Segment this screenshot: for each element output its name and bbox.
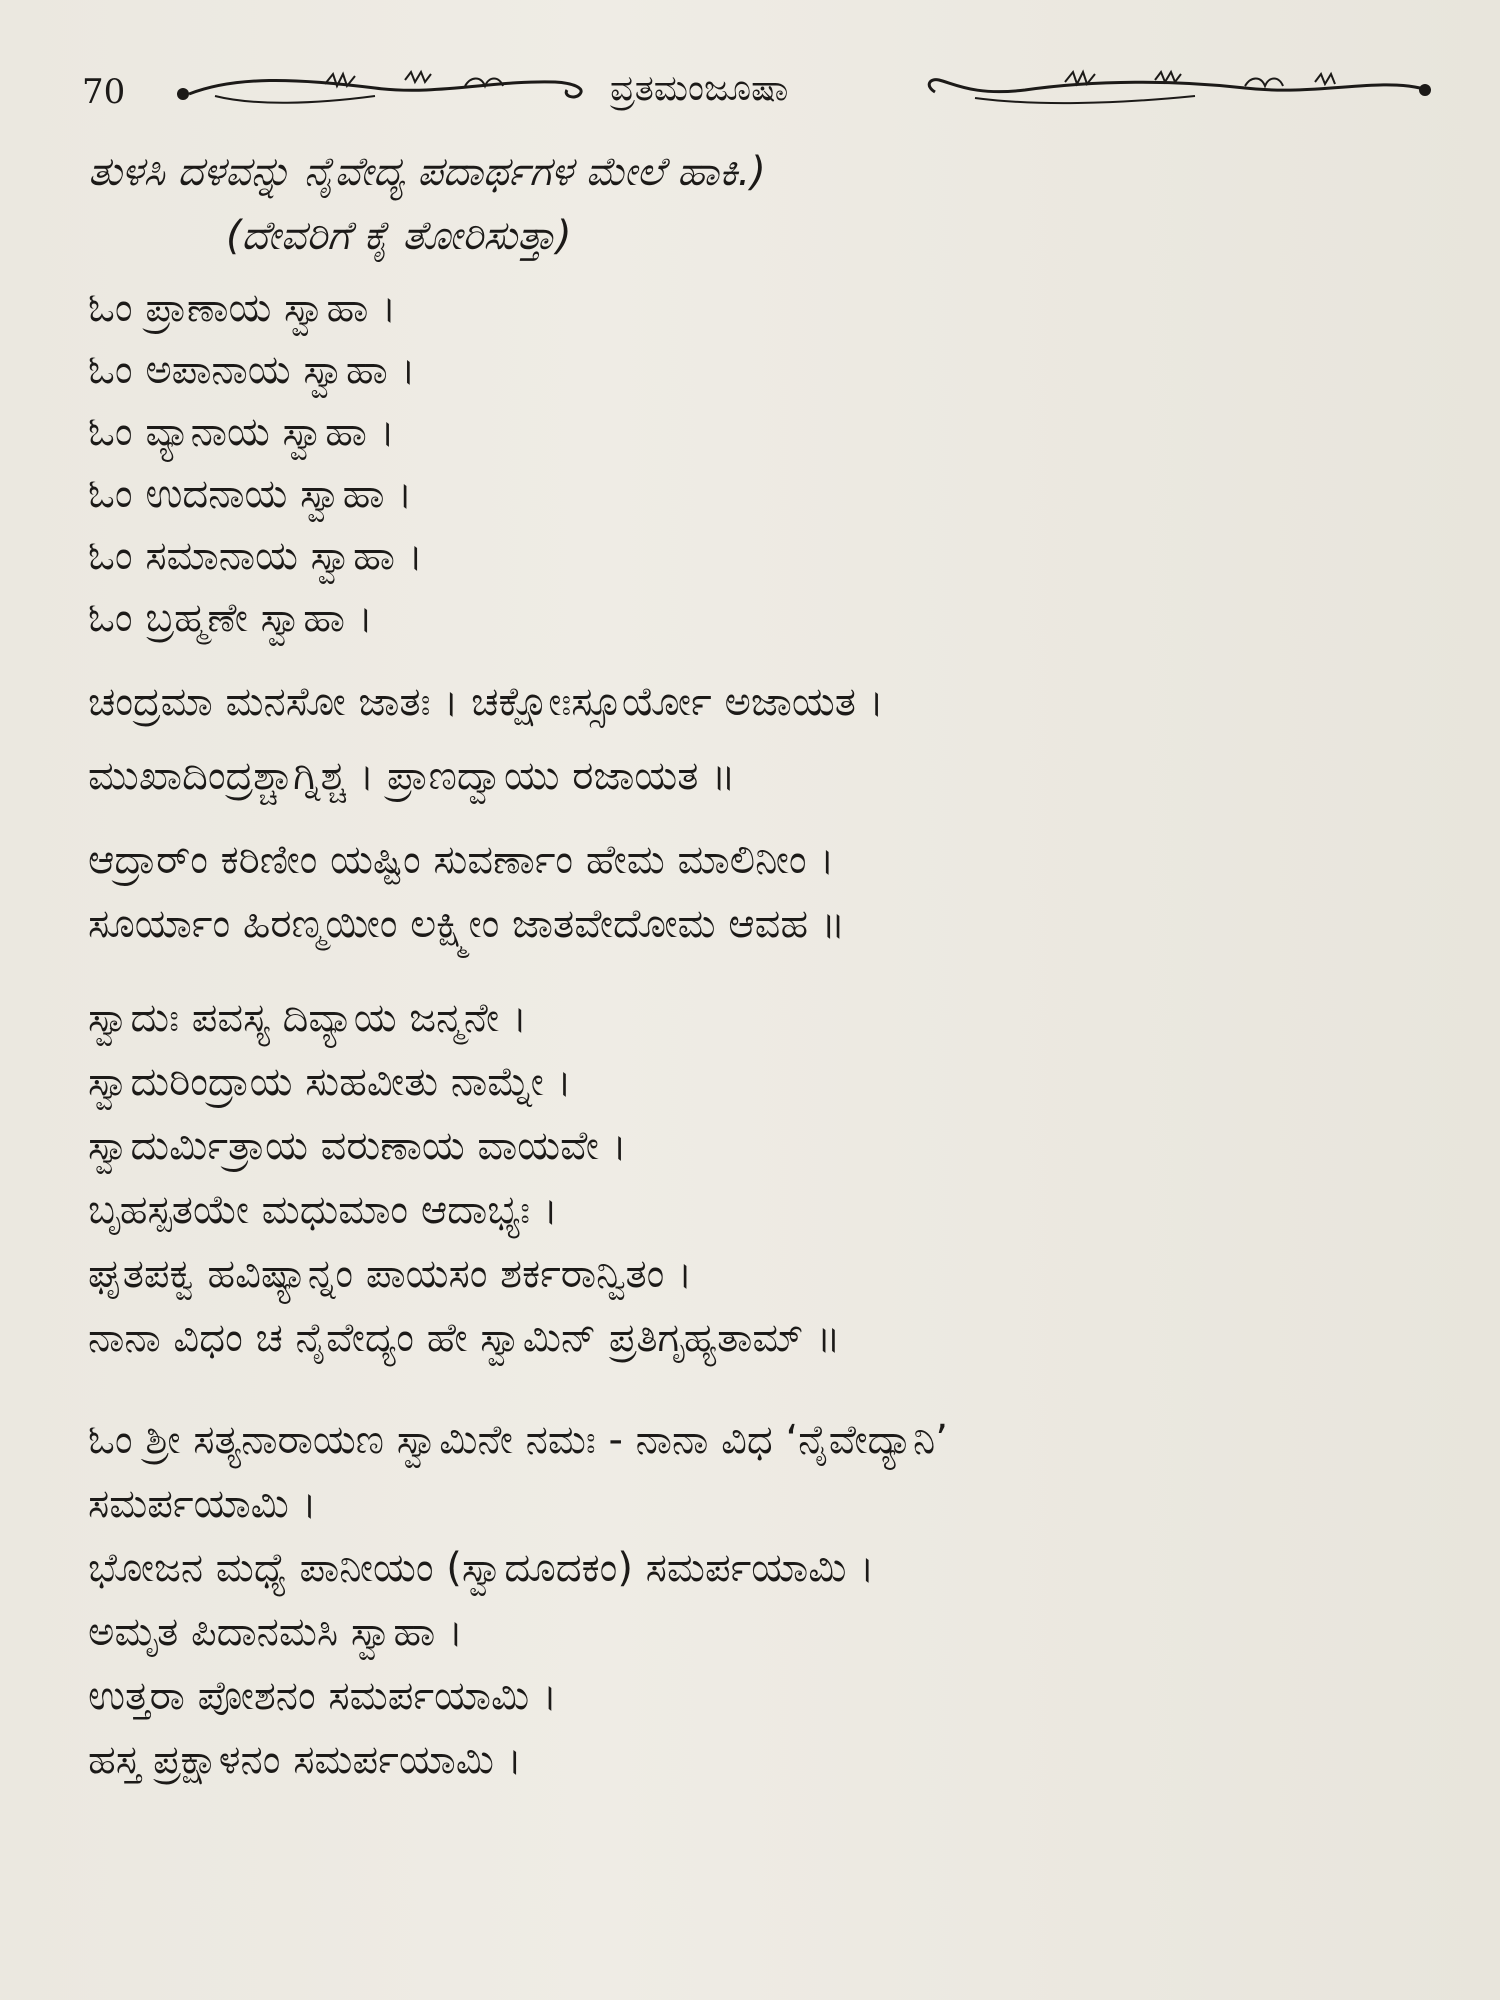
- instruction-line: (ದೇವರಿಗೆ ಕೈ ತೋರಿಸುತ್ತಾ): [226, 213, 572, 259]
- instruction-line: ತುಳಸಿ ದಳವನ್ನು ನೈವೇದ್ಯ ಪದಾರ್ಥಗಳ ಮೇಲೆ ಹಾಕಿ.): [88, 149, 766, 195]
- verse-line: ನಾನಾ ವಿಧಂ ಚ ನೈವೇದ್ಯಂ ಹೇ ಸ್ವಾಮಿನ್ ಪ್ರತಿಗೃಹ್ಯತಾಮ್ ॥: [88, 1315, 841, 1361]
- samarpana-line: ಉತ್ತರಾ ಪೋಶನಂ ಸಮರ್ಪಯಾಮಿ ।: [88, 1673, 558, 1719]
- mantra-line: ಓಂ ಬ್ರಹ್ಮಣೇ ಸ್ವಾಹಾ ।: [88, 595, 373, 641]
- samarpana-line: ಹಸ್ತ ಪ್ರಕ್ಷಾಳನಂ ಸಮರ್ಪಯಾಮಿ ।: [88, 1737, 522, 1783]
- page-number: 70: [82, 72, 126, 112]
- samarpana-line: ಓಂ ಶ್ರೀ ಸತ್ಯನಾರಾಯಣ ಸ್ವಾಮಿನೇ ನಮಃ - ನಾನಾ ವಿಧ ‘ನೈವೇದ್ಯಾನಿ’: [88, 1417, 948, 1463]
- running-title: ವ್ರತಮಂಜೂಷಾ: [610, 68, 789, 109]
- verse-line: ಆದ್ರಾರ್ಂ ಕರಿಣೀಂ ಯಷ್ಟಿಂ ಸುವರ್ಣಾಂ ಹೇಮ ಮಾಲಿನೀಂ ।: [88, 837, 835, 883]
- verse-line: ಬೃಹಸ್ಪತಯೇ ಮಧುಮಾಂ ಆದಾಭ್ಯಃ ।: [88, 1187, 558, 1233]
- mantra-line: ಓಂ ವ್ಯಾನಾಯ ಸ್ವಾಹಾ ।: [88, 409, 395, 455]
- verse-line: ಘೃತಪಕ್ವ ಹವಿಷ್ಯಾನ್ನಂ ಪಾಯಸಂ ಶರ್ಕರಾನ್ವಿತಂ ।: [88, 1251, 693, 1297]
- samarpana-line: ಅಮೃತ ಪಿದಾನಮಸಿ ಸ್ವಾಹಾ ।: [88, 1609, 464, 1655]
- verse-line: ಸ್ವಾದುರ್ಮಿತ್ರಾಯ ವರುಣಾಯ ವಾಯವೇ ।: [88, 1123, 627, 1169]
- verse-line: ಸೂರ್ಯಾಂ ಹಿರಣ್ಮಯೀಂ ಲಕ್ಷ್ಮೀಂ ಜಾತವೇದೋಮ ಆವಹ ॥: [88, 901, 846, 947]
- mantra-line: ಓಂ ಪ್ರಾಣಾಯ ಸ್ವಾಹಾ ।: [88, 285, 397, 331]
- verse-line: ಮುಖಾದಿಂದ್ರಶ್ಚಾಗ್ನಿಶ್ಚ । ಪ್ರಾಣದ್ವಾಯು ರಜಾಯತ ॥: [88, 753, 736, 799]
- mantra-line: ಓಂ ಸಮಾನಾಯ ಸ್ವಾಹಾ ।: [88, 533, 423, 579]
- scroll-ornament-right-icon: [915, 66, 1435, 116]
- scroll-ornament-left-icon: [175, 66, 590, 116]
- samarpana-line: ಸಮರ್ಪಯಾಮಿ ।: [88, 1481, 317, 1527]
- verse-line: ಚಂದ್ರಮಾ ಮನಸೋ ಜಾತಃ । ಚಕ್ಷೋಃಸ್ಸೂರ್ಯೋ ಅಜಾಯತ ।: [88, 679, 884, 725]
- mantra-line: ಓಂ ಅಪಾನಾಯ ಸ್ವಾಹಾ ।: [88, 347, 416, 393]
- verse-line: ಸ್ವಾದುರಿಂದ್ರಾಯ ಸುಹವೀತು ನಾಮ್ನೇ ।: [88, 1059, 572, 1105]
- samarpana-line: ಭೋಜನ ಮಧ್ಯೆ ಪಾನೀಯಂ (ಸ್ವಾದೂದಕಂ) ಸಮರ್ಪಯಾಮಿ ।: [88, 1545, 875, 1591]
- verse-line: ಸ್ವಾದುಃ ಪವಸ್ಯ ದಿವ್ಯಾಯ ಜನ್ಮನೇ ।: [88, 995, 528, 1041]
- mantra-line: ಓಂ ಉದನಾಯ ಸ್ವಾಹಾ ।: [88, 471, 413, 517]
